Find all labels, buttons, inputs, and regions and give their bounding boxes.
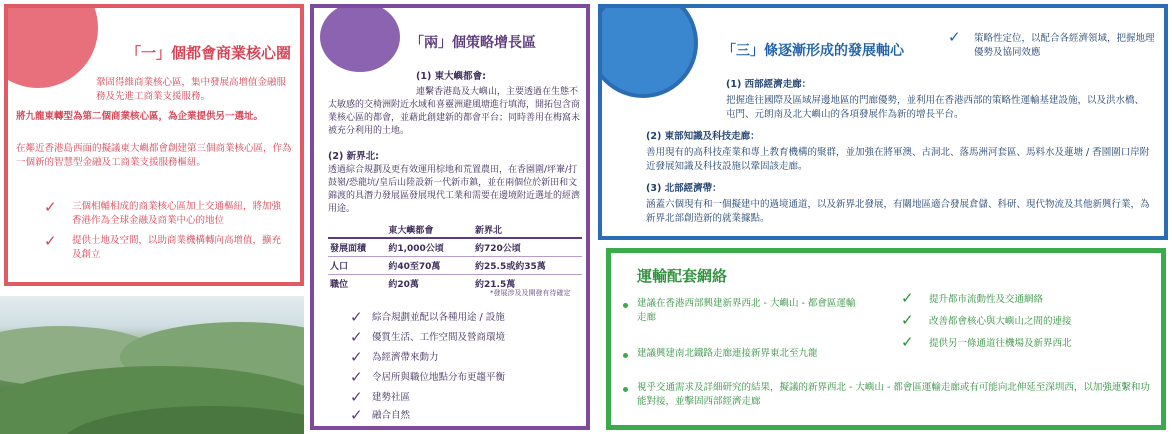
check-icon: ✓ xyxy=(901,333,914,351)
section-heading: (2) 新界北: xyxy=(328,151,379,162)
check-icon: ✓ xyxy=(350,388,363,406)
hong-kong-map-icon xyxy=(4,4,98,88)
paragraph: 連繫香港島及大嶼山，主要透過在生態不太敏感的交椅洲附近水域和喜靈洲避風塘進行填海，開拓包含商業核心區的都會，並藉此創建新的都會平台；同時善用在梅窩未被充分利用的土地。 xyxy=(328,87,581,136)
section-heading: (2) 東部知識及科技走廊： xyxy=(646,131,760,142)
column-header: 新界北 xyxy=(473,222,582,238)
paragraph: 把握進往國際及區域屏邊地區的門廊優勢，並利用在香港西部的策略性運輸基建設施，以及洪水橋、屯門、元朗南及北大嶼山的各項發展作為新的增長平台。 xyxy=(726,95,1145,120)
cell: 約25.5或約35萬 xyxy=(473,257,582,275)
check-item: 融合自然 xyxy=(372,410,411,421)
check-icon: ✓ xyxy=(901,311,914,329)
check-item: 綜合規劃並配以各種用途 / 設施 xyxy=(372,312,505,323)
bullet-item: 建議興建南北鐵路走廊連接新界東北至九龍 xyxy=(637,348,818,359)
paragraph: 鞏固得維商業核心區，集中發展高增值金融服務及先進工商業支援服務。 xyxy=(96,77,287,102)
bullet-dot xyxy=(623,353,628,358)
bullet-dot xyxy=(623,387,628,392)
check-item: 改善都會核心與大嶼山之間的連接 xyxy=(929,316,1072,327)
paragraph: 將九龍東轉型為第二個商業核心區，為企業提供另一選址。 xyxy=(16,111,264,122)
table-note: *發展涉及及開發有待確定 xyxy=(490,289,571,297)
bullet-dot xyxy=(623,303,628,308)
paragraph: 善用現有的高科技產業和專上教育機構的聚群，並加強在將軍澳、古洞北、落馬洲河套區、馬料水及蓮塘 / 香園圍口岸附近發展知識及科技設施以鞏固該走廊。 xyxy=(646,147,1150,172)
check-item: 優質生活、工作空間及營商環境 xyxy=(372,332,506,343)
check-item: 令居所與職位地點分布更趨平衡 xyxy=(372,372,506,383)
cell: 約1,000公頃 xyxy=(386,238,473,257)
hong-kong-map-icon xyxy=(320,4,400,72)
bullet-item: 視乎交通需求及詳細研究的結果，擬議的新界西北 - 大嶼山 - 都會區運輸走廊或有可能向北伸延至深圳西，以加強連繫和功能對接，並擊固西部經濟走廊 xyxy=(637,382,1150,407)
side-note: 策略性定位，以配合各經濟領域，把握地理優勢及協同效應 xyxy=(974,33,1155,58)
hong-kong-map-icon xyxy=(598,4,698,98)
table-row xyxy=(328,238,582,257)
check-icon: ✓ xyxy=(350,406,363,424)
check-icon: ✓ xyxy=(948,28,961,46)
column-header: 東大嶼都會 xyxy=(386,222,473,238)
table-row xyxy=(328,257,582,275)
check-icon: ✓ xyxy=(350,348,363,366)
panel-title: 「一」個都會商業核心圈 xyxy=(126,44,292,62)
paragraph: 涵蓋六個現有和一個擬建中的過境通道，以及新界北發展，有關地區適合發展倉儲、科研、現代物流及其他新興行業，為新界北部創造新的就業據點。 xyxy=(646,199,1150,224)
development-stats-table xyxy=(328,222,582,292)
cell: 約20萬 xyxy=(386,275,473,293)
panel-title: 「三」條逐漸形成的發展軸心 xyxy=(722,43,904,59)
row-label: 職位 xyxy=(328,275,386,293)
check-item: 三個相輔相成的商業核心區加上交通樞紐，將加強香港作為全球金融及商業中心的地位 xyxy=(72,201,282,226)
development-axes-panel xyxy=(598,4,1168,240)
check-item: 提供另一條通道往機場及新界西北 xyxy=(929,338,1072,349)
paragraph: 透過綜合規劃及更有效運用棕地和荒置農田，在香園圍/坪輋/打鼓嶺/恐龍坑/皇后山陸設新一代新市鎮，並在兩個位於新田和文錦渡的具潛力發展區發展現代工業和需要在邊境附近選址的經濟用途。 xyxy=(328,165,581,214)
growth-areas-panel xyxy=(310,4,590,430)
bullet-item: 建議在香港西部興建新界西北 - 大嶼山 - 都會區運輸走廊 xyxy=(637,298,856,323)
cell: 約720公頃 xyxy=(473,238,582,257)
check-item: 為經濟帶來動力 xyxy=(372,352,439,363)
panel-title: 運輸配套網絡 xyxy=(637,267,728,285)
row-label: 人口 xyxy=(328,257,386,275)
check-item: 提供土地及空間，以助商業機構轉向高增值，擴充及創立 xyxy=(72,235,282,260)
check-icon: ✓ xyxy=(350,328,363,346)
section-heading: (1) 西部經濟走廊： xyxy=(726,79,812,90)
section-heading: (3) 北部經濟帶： xyxy=(646,183,722,194)
panel-title: 「兩」個策略增長區 xyxy=(410,35,536,51)
check-icon: ✓ xyxy=(901,289,914,307)
paragraph: 在鄰近香港島西面的擬議東大嶼都會創建第三個商業核心區，作為一個新的智慧型金融及工商業支援服務樞紐。 xyxy=(16,143,292,168)
check-item: 提升都市流動性及交通網絡 xyxy=(929,294,1044,305)
check-icon: ✓ xyxy=(350,368,363,386)
section-heading: (1) 東大嶼都會: xyxy=(416,71,486,82)
aerial-landscape-photo xyxy=(0,296,304,434)
row-label: 發展面積 xyxy=(328,238,386,257)
check-icon: ✓ xyxy=(350,308,363,326)
commercial-core-panel xyxy=(4,4,304,286)
check-icon: ✓ xyxy=(44,232,57,250)
transport-network-panel xyxy=(606,248,1166,430)
cell: 約21.5萬 xyxy=(473,275,582,293)
check-item: 建勢社區 xyxy=(372,392,411,403)
cell: 約40至70萬 xyxy=(386,257,473,275)
check-icon: ✓ xyxy=(44,198,57,216)
